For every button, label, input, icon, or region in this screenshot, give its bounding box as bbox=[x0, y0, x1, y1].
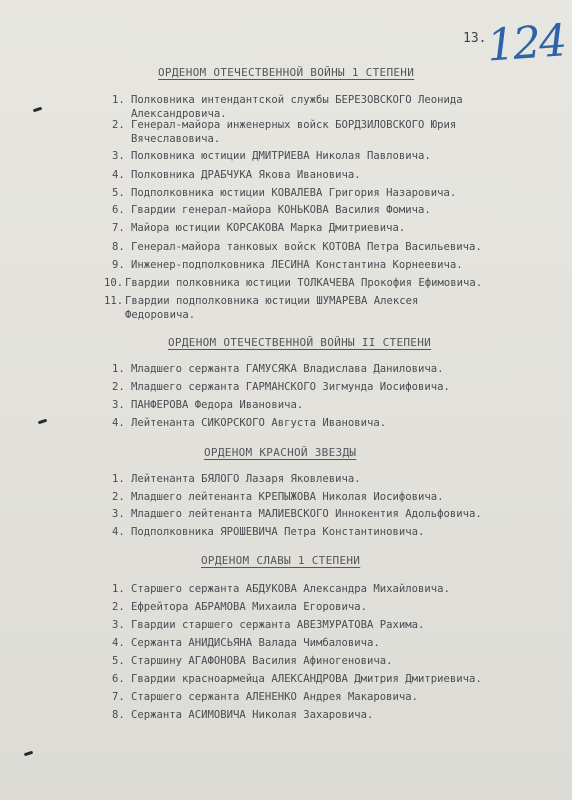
list-item-number: 4. bbox=[112, 417, 125, 429]
list-item-text: Гвардии старшего сержанта АВЕЗМУРАТОВА Рахима. bbox=[131, 619, 425, 631]
list-item-text: Ефрейтора АБРАМОВА Михаила Егоровича. bbox=[131, 601, 367, 613]
page-number: 13. bbox=[463, 31, 487, 46]
list-item-text: Сержанта АСИМОВИЧА Николая Захаровича. bbox=[131, 709, 374, 721]
list-item-number: 9. bbox=[112, 259, 125, 271]
list-item-text: Подполковника ЯРОШЕВИЧА Петра Константиновича. bbox=[131, 526, 425, 538]
list-item-number: 8. bbox=[112, 709, 125, 721]
list-item-text: Гвардии подполковника юстиции ШУМАРЕВА Алексея bbox=[125, 295, 419, 307]
list-item-number: 2. bbox=[112, 381, 125, 393]
list-item-number: 8. bbox=[112, 241, 125, 253]
binder-hole-mark bbox=[24, 751, 33, 757]
list-item-text: Сержанта АНИДИСЬЯНА Валада Чимбаловича. bbox=[131, 637, 380, 649]
list-item-text: Лейтенанта СИКОРСКОГО Августа Ивановича. bbox=[131, 417, 387, 429]
section-heading: ОРДЕНОМ КРАСНОЙ ЗВЕЗДЫ bbox=[204, 446, 357, 459]
list-item-number: 2. bbox=[112, 491, 125, 503]
list-item-number: 2. bbox=[112, 119, 125, 131]
list-item-number: 3. bbox=[112, 399, 125, 411]
list-item-number: 1. bbox=[112, 94, 125, 106]
list-item-text: Лейтенанта БЯЛОГО Лазаря Яковлевича. bbox=[131, 473, 361, 485]
list-item-text: Полковника ДРАБЧУКА Якова Ивановича. bbox=[131, 169, 361, 181]
list-item-number: 7. bbox=[112, 691, 125, 703]
list-item-text: Младшего сержанта ГАМУСЯКА Владислава Даниловича. bbox=[131, 363, 444, 375]
list-item-text: Подполковника юстиции КОВАЛЕВА Григория Назаровича. bbox=[131, 187, 457, 199]
list-item-number: 3. bbox=[112, 619, 125, 631]
section-heading: ОРДЕНОМ ОТЕЧЕСТВЕННОЙ ВОЙНЫ 1 СТЕПЕНИ bbox=[158, 66, 415, 79]
list-item-text: Старшего сержанта АБДУКОВА Александра Михайловича. bbox=[131, 583, 450, 595]
list-item-text: ПАНФЕРОВА Федора Ивановича. bbox=[131, 399, 304, 411]
list-item-number: 7. bbox=[112, 222, 125, 234]
list-item-number: 10. bbox=[104, 277, 124, 289]
list-item-number: 11. bbox=[104, 295, 124, 307]
handwritten-folio-number: 124 bbox=[485, 15, 567, 72]
list-item-number: 4. bbox=[112, 169, 125, 181]
list-item-text: Вячеславовича. bbox=[131, 133, 221, 145]
list-item-number: 3. bbox=[112, 508, 125, 520]
binder-hole-mark bbox=[38, 419, 47, 425]
list-item-number: 5. bbox=[112, 187, 125, 199]
list-item-number: 3. bbox=[112, 150, 125, 162]
list-item-text: Федоровича. bbox=[125, 309, 196, 321]
list-item-text: Александровича. bbox=[131, 108, 227, 120]
section-heading: ОРДЕНОМ ОТЕЧЕСТВЕННОЙ ВОЙНЫ II СТЕПЕНИ bbox=[168, 336, 432, 349]
list-item-text: Гвардии полковника юстиции ТОЛКАЧЕВА Прокофия Ефимовича. bbox=[125, 277, 483, 289]
list-item-text: Старшего сержанта АЛЕНЕНКО Андрея Макаровича. bbox=[131, 691, 419, 703]
list-item-number: 1. bbox=[112, 583, 125, 595]
list-item-text: Младшего лейтенанта КРЕПЫЖОВА Николая Иосифовича. bbox=[131, 491, 444, 503]
list-item-number: 5. bbox=[112, 655, 125, 667]
list-item-text: Генерал-майора танковых войск КОТОВА Петра Васильевича. bbox=[131, 241, 482, 253]
list-item-text: Полковника интендантской службы БЕРЕЗОВСКОГО Леонида bbox=[131, 94, 463, 106]
list-item-text: Майора юстиции КОРСАКОВА Марка Дмитриевича. bbox=[131, 222, 406, 234]
list-item-number: 4. bbox=[112, 637, 125, 649]
list-item-number: 2. bbox=[112, 601, 125, 613]
list-item-text: Гвардии генерал-майора КОНЬКОВА Василия Фомича. bbox=[131, 204, 431, 216]
list-item-number: 6. bbox=[112, 204, 125, 216]
section-heading: ОРДЕНОМ СЛАВЫ 1 СТЕПЕНИ bbox=[201, 554, 361, 567]
list-item-number: 1. bbox=[112, 473, 125, 485]
binder-hole-mark bbox=[33, 107, 42, 113]
list-item-text: Младшего лейтенанта МАЛИЕВСКОГО Иннокентия Адольфовича. bbox=[131, 508, 482, 520]
list-item-text: Младшего сержанта ГАРМАНСКОГО Зигмунда Иосифовича. bbox=[131, 381, 450, 393]
list-item-number: 6. bbox=[112, 673, 125, 685]
list-item-text: Старшину АГАФОНОВА Василия Афиногеновича. bbox=[131, 655, 393, 667]
list-item-text: Гвардии красноармейца АЛЕКСАНДРОВА Дмитрия Дмитриевича. bbox=[131, 673, 482, 685]
list-item-number: 1. bbox=[112, 363, 125, 375]
list-item-text: Генерал-майора инженерных войск БОРДЗИЛОВСКОГО Юрия bbox=[131, 119, 457, 131]
list-item-text: Инженер-подполковника ЛЕСИНА Константина Корнеевича. bbox=[131, 259, 463, 271]
list-item-number: 4. bbox=[112, 526, 125, 538]
list-item-text: Полковника юстиции ДМИТРИЕВА Николая Павловича. bbox=[131, 150, 431, 162]
